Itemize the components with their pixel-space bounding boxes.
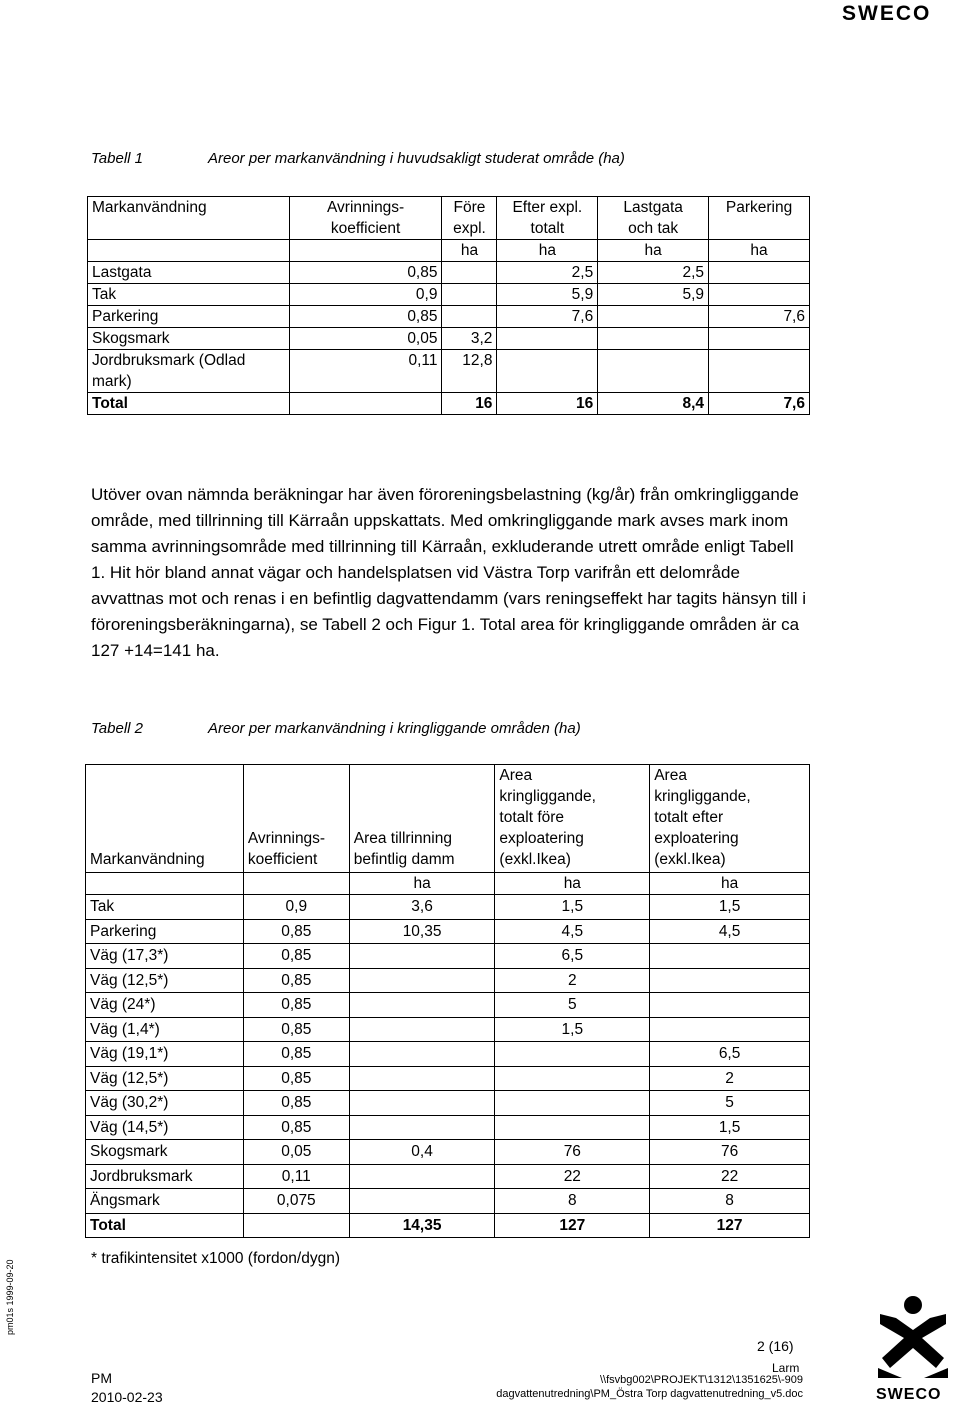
table1-cell: 7,6 — [709, 306, 810, 328]
table1-header-cell: Markanvändning — [88, 197, 290, 240]
table2-cell: 0,85 — [243, 944, 349, 969]
table2-cell: Total — [86, 1213, 244, 1238]
table2-unit-cell: ha — [495, 873, 650, 895]
table1-cell: 16 — [442, 393, 497, 415]
table2-header-cell: Markanvändning — [86, 765, 244, 873]
table2-cell: 0,85 — [243, 1066, 349, 1091]
table1-unit-cell: ha — [497, 240, 598, 262]
table2-cell: 6,5 — [650, 1042, 810, 1067]
table-row — [86, 919, 810, 944]
table1-cell: 0,85 — [289, 262, 442, 284]
table2-cell: 14,35 — [349, 1213, 495, 1238]
table2-cell: 0,4 — [349, 1140, 495, 1165]
table1-cell — [598, 306, 709, 328]
table2-cell — [349, 1091, 495, 1116]
table2-cell: 5 — [650, 1091, 810, 1116]
footer-path-2: dagvattenutredning\PM_Östra Torp dagvattenutredning_v5.doc — [496, 1388, 803, 1400]
table1-unit-cell — [88, 240, 290, 262]
table1-header-cell: Parkering — [709, 197, 810, 240]
table2-cell — [349, 1164, 495, 1189]
table2-cell — [349, 1189, 495, 1214]
table1-cell: 0,05 — [289, 328, 442, 350]
table2-cell: 22 — [650, 1164, 810, 1189]
table2-unit-cell: ha — [349, 873, 495, 895]
table1-cell — [598, 350, 709, 393]
table2-cell: 3,6 — [349, 895, 495, 920]
table2-cell: 0,85 — [243, 1042, 349, 1067]
table1-cell — [709, 328, 810, 350]
table2-cell: 0,85 — [243, 1017, 349, 1042]
table1-label: Tabell 1 — [91, 150, 143, 167]
table2-cell — [349, 1017, 495, 1042]
table2-cell — [495, 1042, 650, 1067]
table1-cell — [709, 350, 810, 393]
table1-cell — [709, 284, 810, 306]
table2-cell: 1,5 — [650, 1115, 810, 1140]
table-row — [88, 350, 810, 393]
table1-title: Areor per markanvändning i huvudsakligt studerat område (ha) — [208, 150, 625, 167]
table2-unit-cell: ha — [650, 873, 810, 895]
table1-cell: 7,6 — [709, 393, 810, 415]
table1-cell — [289, 393, 442, 415]
table1-cell — [598, 328, 709, 350]
table-row — [86, 1189, 810, 1214]
table2-cell: 0,9 — [243, 895, 349, 920]
table1-cell: Parkering — [88, 306, 290, 328]
table2-unit-cell — [86, 873, 244, 895]
table-row — [86, 1164, 810, 1189]
footer-author: Larm — [772, 1361, 800, 1375]
table2-header-cell: Avrinnings- koefficient — [243, 765, 349, 873]
table2-cell: Jordbruksmark — [86, 1164, 244, 1189]
table1-cell: 0,85 — [289, 306, 442, 328]
table1-cell: 2,5 — [598, 262, 709, 284]
table-row — [86, 1091, 810, 1116]
emblem-figure — [880, 1314, 946, 1368]
table1-cell: 5,9 — [598, 284, 709, 306]
table2-header-cell: Area kringliggande, totalt före exploatering (exkl.Ikea) — [495, 765, 650, 873]
table1-cell: 0,11 — [289, 350, 442, 393]
table1-unit-cell: ha — [442, 240, 497, 262]
table2-header-row — [86, 765, 810, 873]
page-number: 2 (16) — [757, 1338, 794, 1354]
table1-cell — [442, 284, 497, 306]
table2-cell: Tak — [86, 895, 244, 920]
table2-title: Areor per markanvändning i kringliggande områden (ha) — [208, 720, 581, 737]
table2-cell: 76 — [650, 1140, 810, 1165]
table1-header-cell: Efter expl. totalt — [497, 197, 598, 240]
table1-header-cell: Före expl. — [442, 197, 497, 240]
table2-cell: Ängsmark — [86, 1189, 244, 1214]
table1-cell: 8,4 — [598, 393, 709, 415]
table2-cell: 0,85 — [243, 968, 349, 993]
table2-cell — [349, 1115, 495, 1140]
table-row — [86, 1115, 810, 1140]
table2-header-cell: Area kringliggande, totalt efter exploatering (exkl.Ikea) — [650, 765, 810, 873]
table2-cell: Väg (17,3*) — [86, 944, 244, 969]
table-row — [86, 1066, 810, 1091]
table1-header-cell: Lastgata och tak — [598, 197, 709, 240]
table2-cell: 127 — [495, 1213, 650, 1238]
table2-cell: 0,85 — [243, 919, 349, 944]
table1 — [87, 196, 810, 415]
table2-cell: Väg (19,1*) — [86, 1042, 244, 1067]
table-row — [86, 1213, 810, 1238]
table2-cell: 0,075 — [243, 1189, 349, 1214]
table2-cell: Väg (14,5*) — [86, 1115, 244, 1140]
table2-cell: Skogsmark — [86, 1140, 244, 1165]
table1-cell: Lastgata — [88, 262, 290, 284]
emblem-base — [878, 1368, 948, 1378]
table-row — [88, 393, 810, 415]
table2-cell: 22 — [495, 1164, 650, 1189]
table-row — [88, 306, 810, 328]
table1-cell: Jordbruksmark (Odlad mark) — [88, 350, 290, 393]
table1-cell: 3,2 — [442, 328, 497, 350]
table1-cell — [497, 350, 598, 393]
table1-cell: 5,9 — [497, 284, 598, 306]
table1-cell — [442, 262, 497, 284]
emblem-head — [904, 1296, 922, 1314]
table2-cell — [349, 968, 495, 993]
table2-cell — [349, 944, 495, 969]
table-row — [86, 895, 810, 920]
table2-cell: 10,35 — [349, 919, 495, 944]
table2-cell — [349, 993, 495, 1018]
table2-cell — [495, 1115, 650, 1140]
sweco-logo-top: SWECO — [842, 2, 932, 25]
table-row — [86, 1042, 810, 1067]
table2-cell: 1,5 — [650, 895, 810, 920]
table1-unit-cell: ha — [709, 240, 810, 262]
table2-cell: Väg (12,5*) — [86, 1066, 244, 1091]
table2-cell: 0,05 — [243, 1140, 349, 1165]
table2-cell: Parkering — [86, 919, 244, 944]
table1-cell: Tak — [88, 284, 290, 306]
table2-cell: 2 — [495, 968, 650, 993]
table-row — [86, 944, 810, 969]
table2-cell: 4,5 — [495, 919, 650, 944]
table2-cell — [349, 1042, 495, 1067]
table2-cell: 6,5 — [495, 944, 650, 969]
table1-unit-cell: ha — [598, 240, 709, 262]
table2-cell: 8 — [495, 1189, 650, 1214]
table-row — [88, 328, 810, 350]
footer-initials: PM — [91, 1370, 112, 1386]
table1-header-cell: Avrinnings- koefficient — [289, 197, 442, 240]
table2-cell — [650, 968, 810, 993]
table2-cell: 0,11 — [243, 1164, 349, 1189]
table1-cell: 0,9 — [289, 284, 442, 306]
table2-cell — [349, 1066, 495, 1091]
table2 — [85, 764, 810, 1238]
table2-header-cell: Area tillrinning befintlig damm — [349, 765, 495, 873]
table1-unit-cell — [289, 240, 442, 262]
table-row — [86, 968, 810, 993]
table1-header-row — [88, 197, 810, 240]
table2-cell: 0,85 — [243, 1091, 349, 1116]
table1-cell: 2,5 — [497, 262, 598, 284]
table2-cell: 1,5 — [495, 895, 650, 920]
table2-cell: 0,85 — [243, 1115, 349, 1140]
footer-date: 2010-02-23 — [91, 1389, 163, 1405]
table2-cell: Väg (24*) — [86, 993, 244, 1018]
table-row — [86, 1017, 810, 1042]
table2-cell: 1,5 — [495, 1017, 650, 1042]
table1-cell: 12,8 — [442, 350, 497, 393]
table1-unit-row — [88, 240, 810, 262]
table1-cell — [497, 328, 598, 350]
table2-cell: 76 — [495, 1140, 650, 1165]
side-text: pm01s 1999-09-20 — [5, 1259, 15, 1335]
table2-cell: 127 — [650, 1213, 810, 1238]
table2-cell: Väg (12,5*) — [86, 968, 244, 993]
table2-cell: Väg (1,4*) — [86, 1017, 244, 1042]
table2-unit-row — [86, 873, 810, 895]
table1-cell: 7,6 — [497, 306, 598, 328]
table2-cell: 2 — [650, 1066, 810, 1091]
table-row — [86, 993, 810, 1018]
table2-cell — [243, 1213, 349, 1238]
table2-cell — [650, 944, 810, 969]
table2-cell — [650, 993, 810, 1018]
table-row — [88, 284, 810, 306]
table2-label: Tabell 2 — [91, 720, 143, 737]
table2-unit-cell — [243, 873, 349, 895]
footer-path-1: \\fsvbg002\PROJEKT\1312\1351625\-909 — [599, 1374, 803, 1386]
table2-cell: 0,85 — [243, 993, 349, 1018]
table2-cell — [495, 1066, 650, 1091]
table-row — [86, 1140, 810, 1165]
table-row — [88, 262, 810, 284]
body-paragraph: Utöver ovan nämnda beräkningar har även föroreningsbelastning (kg/år) från omkringliggande område, med tillrinning till Kärraån uppskattats. Med omkringliggande mark avses mark inom samma avrinningsområde med tillrinning till Kärraån, exkluderande utrett område enligt Tabell 1. Hit hör bland annat vägar och handelsplatsen vid Västra Torp varifrån ett delområde avvattnas mot och renas i en befintlig dagvattendamm (vars reningseffekt har tagits hänsyn till i föroreningsberäkningarna), se Tabell 2 och Figur 1. Total area för kringliggande områden är ca 127 +14=141 ha. — [91, 485, 807, 660]
table1-cell: 16 — [497, 393, 598, 415]
table2-cell — [495, 1091, 650, 1116]
table1-cell — [709, 262, 810, 284]
table1-cell: Total — [88, 393, 290, 415]
table2-cell: 5 — [495, 993, 650, 1018]
table1-cell: Skogsmark — [88, 328, 290, 350]
table2-cell: Väg (30,2*) — [86, 1091, 244, 1116]
table1-cell — [442, 306, 497, 328]
sweco-logo-bottom: SWECO — [876, 1386, 942, 1403]
table2-cell: 4,5 — [650, 919, 810, 944]
footnote: * trafikintensitet x1000 (fordon/dygn) — [91, 1250, 340, 1267]
table2-cell — [650, 1017, 810, 1042]
table2-cell: 8 — [650, 1189, 810, 1214]
